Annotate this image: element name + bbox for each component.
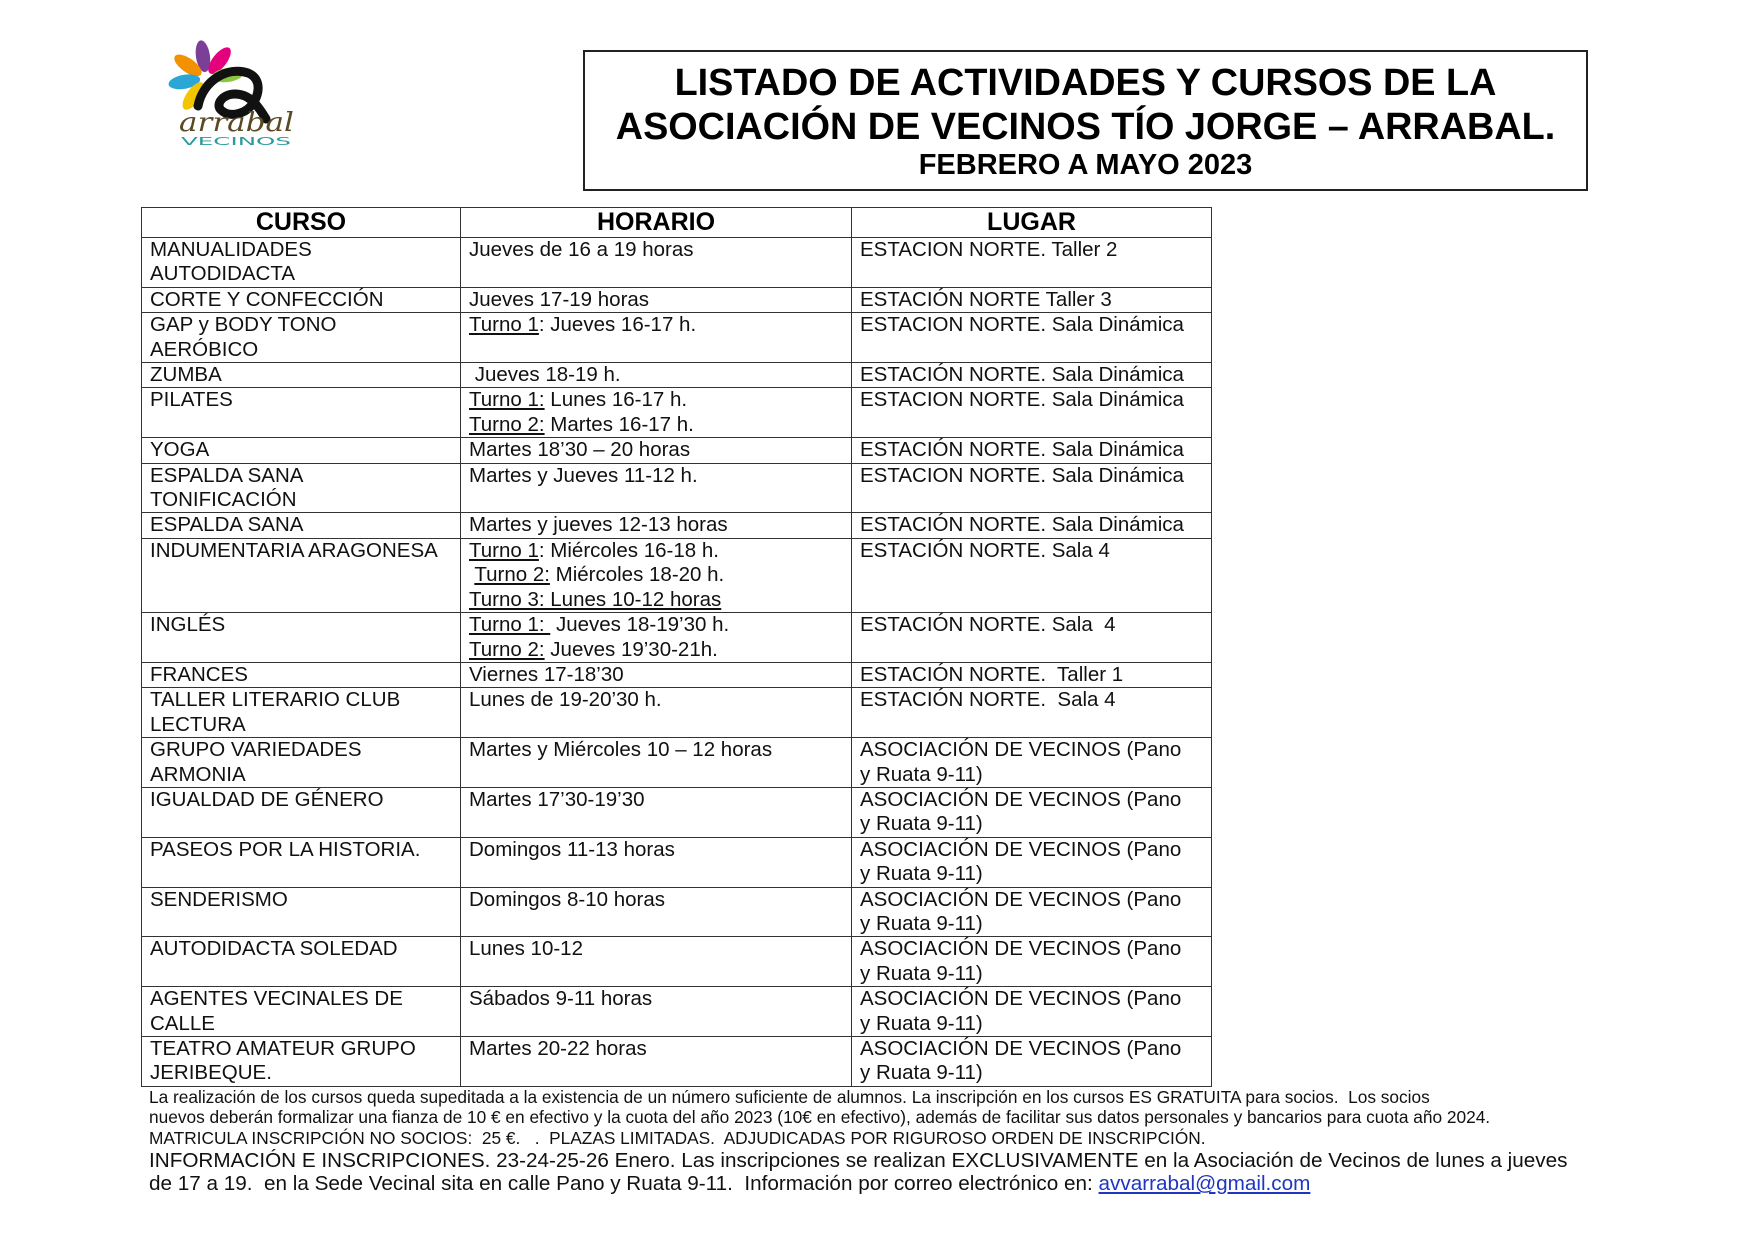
lugar-text: y Ruata 9-11) — [860, 961, 983, 985]
title-line-2: ASOCIACIÓN DE VECINOS TÍO JORGE – ARRABAL. — [615, 106, 1556, 148]
horario-cell — [461, 787, 852, 837]
horario-line — [469, 588, 847, 612]
horario-line — [469, 288, 847, 312]
lugar-text: y Ruata 9-11) — [860, 862, 983, 886]
curso-cell — [142, 388, 461, 438]
horario-cell — [461, 738, 852, 788]
table-row — [142, 287, 1212, 312]
curso-cell — [142, 438, 461, 463]
table-row — [142, 887, 1212, 937]
horario-line — [469, 563, 847, 587]
turno-label: Turno 3: Lunes 10-12 horas — [469, 587, 722, 611]
curso-text: ARMONIA — [150, 762, 246, 786]
table-row — [142, 388, 1212, 438]
curso-text: PILATES — [150, 388, 233, 412]
lugar-cell — [852, 937, 1212, 987]
curso-text: TONIFICACIÓN — [150, 488, 297, 512]
logo-wordmark: arrabal — [179, 108, 294, 138]
curso-text: FRANCES — [150, 662, 248, 686]
horario-cell — [461, 538, 852, 612]
lugar-text: ESTACIÓN NORTE Taller 3 — [860, 287, 1112, 311]
lugar-cell — [852, 313, 1212, 363]
horario-cell — [461, 388, 852, 438]
lugar-text: ESTACIÓN NORTE. Sala Dinámica — [860, 363, 1184, 387]
lugar-text: ASOCIACIÓN DE VECINOS (Pano — [860, 937, 1182, 961]
horario-text: Domingos 8-10 horas — [469, 887, 665, 911]
notes-section — [141, 1087, 1567, 1196]
turno-label: Turno 2: — [469, 637, 545, 661]
curso-text: MANUALIDADES — [150, 238, 312, 261]
lugar-cell — [852, 688, 1212, 738]
header-horario: HORARIO — [461, 208, 852, 238]
lugar-text: ASOCIACIÓN DE VECINOS (Pano — [860, 738, 1182, 762]
turno-label: Turno 1: — [469, 613, 551, 637]
lugar-text: ESTACION NORTE. Taller 2 — [860, 238, 1118, 261]
horario-line — [469, 413, 847, 437]
notes-line: MATRICULA INSCRIPCIÓN NO SOCIOS: 25 €. . PLAZAS LIMITADAS. ADJUDICADAS POR RIGUROSO ORDEN DE INSCRIPCIÓN. — [149, 1128, 1206, 1148]
lugar-cell — [852, 662, 1212, 687]
lugar-text: ASOCIACIÓN DE VECINOS (Pano — [860, 787, 1182, 811]
table-row — [142, 987, 1212, 1037]
table-row — [142, 662, 1212, 687]
table-row — [142, 238, 1212, 288]
curso-text: AGENTES VECINALES DE — [150, 987, 403, 1011]
curso-text: LECTURA — [150, 712, 246, 736]
lugar-cell — [852, 388, 1212, 438]
curso-cell — [142, 987, 461, 1037]
lugar-cell — [852, 238, 1212, 288]
horario-line — [469, 438, 847, 462]
curso-cell — [142, 662, 461, 687]
lugar-text: ASOCIACIÓN DE VECINOS (Pano — [860, 987, 1182, 1011]
lugar-text: ESTACIÓN NORTE. Taller 1 — [860, 662, 1124, 686]
curso-text: INGLÉS — [150, 613, 226, 637]
horario-text: Martes y Miércoles 10 – 12 horas — [469, 738, 773, 762]
horario-line — [469, 688, 847, 712]
horario-text: Jueves 17-19 horas — [469, 287, 650, 311]
horario-cell — [461, 363, 852, 388]
lugar-text: ASOCIACIÓN DE VECINOS (Pano — [860, 1037, 1182, 1060]
lugar-text: ESTACIÓN NORTE. Sala 4 — [860, 688, 1116, 712]
horario-text: Martes 20-22 horas — [469, 1037, 647, 1060]
curso-text: AUTODIDACTA — [150, 262, 296, 286]
horario-line — [469, 238, 847, 262]
curso-cell — [142, 513, 461, 538]
curso-text: AERÓBICO — [150, 337, 259, 361]
horario-cell — [461, 238, 852, 288]
horario-cell — [461, 513, 852, 538]
horario-text: Jueves de 16 a 19 horas — [469, 238, 694, 261]
curso-text: TEATRO AMATEUR GRUPO — [150, 1037, 416, 1060]
curso-cell — [142, 837, 461, 887]
horario-cell — [461, 287, 852, 312]
info-line-contact — [149, 1172, 1567, 1196]
table-row — [142, 688, 1212, 738]
horario-line — [469, 738, 847, 762]
horario-text: Lunes 16-17 h. — [544, 388, 688, 412]
lugar-text: ESTACION NORTE. Sala Dinámica — [860, 313, 1184, 337]
horario-line — [469, 388, 847, 412]
curso-cell — [142, 538, 461, 612]
horario-cell — [461, 987, 852, 1037]
table-row — [142, 313, 1212, 363]
lugar-cell — [852, 463, 1212, 513]
horario-line — [469, 788, 847, 812]
table-row — [142, 363, 1212, 388]
curso-cell — [142, 787, 461, 837]
horario-cell — [461, 887, 852, 937]
curso-cell — [142, 287, 461, 312]
table-body — [142, 238, 1212, 1087]
horario-cell — [461, 1037, 852, 1087]
horario-line — [469, 937, 847, 961]
lugar-text: ESTACIÓN NORTE. Sala 4 — [860, 613, 1116, 637]
horario-cell — [461, 937, 852, 987]
lugar-cell — [852, 287, 1212, 312]
curso-cell — [142, 313, 461, 363]
lugar-text: ESTACIÓN NORTE. Sala 4 — [860, 538, 1110, 562]
curso-text: INDUMENTARIA ARAGONESA — [150, 538, 438, 562]
table-row — [142, 538, 1212, 612]
curso-text: CALLE — [150, 1011, 215, 1035]
horario-text: Lunes 10-12 — [469, 937, 583, 961]
main-content — [141, 207, 1567, 1196]
lugar-text: ESTACIÓN NORTE. Sala Dinámica — [860, 513, 1184, 537]
horario-line — [469, 363, 847, 387]
horario-text: Martes y jueves 12-13 horas — [469, 513, 728, 537]
horario-cell — [461, 662, 852, 687]
lugar-text: y Ruata 9-11) — [860, 911, 983, 935]
lugar-cell — [852, 513, 1212, 538]
lugar-cell — [852, 787, 1212, 837]
lugar-cell — [852, 1037, 1212, 1087]
logo-subtitle: VECINOS — [181, 135, 292, 148]
horario-text: Martes y Jueves 11-12 h. — [469, 463, 698, 487]
arrabal-logo — [158, 34, 308, 149]
curso-text: TALLER LITERARIO CLUB — [150, 688, 401, 712]
curso-cell — [142, 613, 461, 663]
horario-cell — [461, 613, 852, 663]
horario-cell — [461, 313, 852, 363]
lugar-cell — [852, 613, 1212, 663]
horario-text: Domingos 11-13 horas — [469, 837, 675, 861]
lugar-text: y Ruata 9-11) — [860, 1061, 983, 1085]
activities-table — [141, 207, 1212, 1087]
lugar-text: ESTACION NORTE. Sala Dinámica — [860, 388, 1184, 412]
turno-label: Turno 1 — [469, 538, 539, 562]
curso-text: SENDERISMO — [150, 887, 288, 911]
horario-cell — [461, 463, 852, 513]
curso-text: JERIBEQUE. — [150, 1061, 272, 1085]
curso-text: ESPALDA SANA — [150, 513, 304, 537]
header-lugar: LUGAR — [852, 208, 1212, 238]
horario-text: Jueves 18-19’30 h. — [550, 613, 730, 637]
lugar-text: y Ruata 9-11) — [860, 1011, 983, 1035]
horario-line — [469, 888, 847, 912]
lugar-text: ASOCIACIÓN DE VECINOS (Pano — [860, 837, 1182, 861]
lugar-cell — [852, 538, 1212, 612]
lugar-text: y Ruata 9-11) — [860, 812, 983, 836]
horario-line — [469, 1037, 847, 1061]
lugar-cell — [852, 887, 1212, 937]
curso-text: IGUALDAD DE GÉNERO — [150, 787, 384, 811]
curso-cell — [142, 738, 461, 788]
horario-text: : Miércoles 16-18 h. — [538, 538, 719, 562]
lugar-cell — [852, 438, 1212, 463]
title-line-1: LISTADO DE ACTIVIDADES Y CURSOS DE LA — [674, 62, 1497, 104]
horario-text: Martes 16-17 h. — [544, 412, 694, 436]
lugar-text: ESTACIÓN NORTE. Sala Dinámica — [860, 438, 1184, 462]
table-row — [142, 1037, 1212, 1087]
curso-text: GAP y BODY TONO — [150, 313, 337, 337]
curso-text: AUTODIDACTA SOLEDAD — [150, 937, 398, 961]
notes-line: La realización de los cursos queda supeditada a la existencia de un número suficiente de alumnos. La inscripción en los cursos ES GRATUITA para socios. Los socios — [149, 1086, 1430, 1107]
horario-line — [469, 663, 847, 687]
curso-cell — [142, 937, 461, 987]
curso-text: GRUPO VARIEDADES — [150, 738, 362, 762]
title-subtitle: FEBRERO A MAYO 2023 — [918, 149, 1253, 181]
horario-text: Jueves 19’30-21h. — [544, 637, 718, 661]
horario-text: Viernes 17-18’30 — [469, 662, 624, 686]
email-link[interactable]: avvarrabal@gmail.com — [1098, 1172, 1311, 1196]
turno-label: Turno 1: — [469, 388, 545, 412]
curso-text: ESPALDA SANA — [150, 463, 304, 487]
curso-text: PASEOS POR LA HISTORIA. — [150, 837, 421, 861]
logo-graphic — [158, 34, 308, 149]
header-curso: CURSO — [142, 208, 461, 238]
table-row — [142, 513, 1212, 538]
table-row — [142, 613, 1212, 663]
curso-cell — [142, 887, 461, 937]
curso-cell — [142, 688, 461, 738]
lugar-text: ESTACION NORTE. Sala Dinámica — [860, 463, 1184, 487]
lugar-text: ASOCIACIÓN DE VECINOS (Pano — [860, 887, 1182, 911]
horario-cell — [461, 688, 852, 738]
horario-cell — [461, 837, 852, 887]
turno-label: Turno 1 — [469, 313, 539, 337]
table-row — [142, 463, 1212, 513]
table-header-row — [142, 208, 1212, 238]
info-text: de 17 a 19. en la Sede Vecinal sita en calle Pano y Ruata 9-11. Información por correo electrónico en: — [149, 1172, 1099, 1196]
horario-text: Lunes de 19-20’30 h. — [469, 688, 662, 712]
turno-label: Turno 2: — [469, 412, 545, 436]
lugar-text: y Ruata 9-11) — [860, 762, 983, 786]
horario-text: Sábados 9-11 horas — [469, 987, 653, 1011]
table-row — [142, 738, 1212, 788]
horario-text: Jueves 18-19 h. — [469, 363, 621, 387]
horario-line — [469, 613, 847, 637]
horario-line — [469, 838, 847, 862]
notes-line: nuevos deberán formalizar una fianza de 10 € en efectivo y la cuota del año 2023 (10€ en efectivo), además de facilitar sus datos personales y bancarios para cuota año 2024. — [149, 1107, 1491, 1128]
horario-text: Martes 18’30 – 20 horas — [469, 438, 691, 462]
horario-text: Martes 17’30-19’30 — [469, 787, 645, 811]
turno-label: Turno 2: — [474, 563, 550, 587]
lugar-cell — [852, 738, 1212, 788]
table-row — [142, 787, 1212, 837]
curso-cell — [142, 363, 461, 388]
lugar-cell — [852, 363, 1212, 388]
curso-text: ZUMBA — [150, 363, 222, 387]
table-row — [142, 438, 1212, 463]
curso-cell — [142, 463, 461, 513]
horario-cell — [461, 438, 852, 463]
logo-flower — [167, 39, 244, 113]
lugar-cell — [852, 837, 1212, 887]
horario-line — [469, 464, 847, 488]
curso-text: YOGA — [150, 438, 210, 462]
table-row — [142, 837, 1212, 887]
info-line: INFORMACIÓN E INSCRIPCIONES. 23-24-25-26 Enero. Las inscripciones se realizan EXCLUSIVAMENTE en la Asociación de Vecinos de lunes a jueves — [149, 1148, 1568, 1172]
table-row — [142, 937, 1212, 987]
title-box — [583, 50, 1588, 191]
curso-cell — [142, 238, 461, 288]
horario-text: : Jueves 16-17 h. — [538, 313, 697, 337]
curso-text: CORTE Y CONFECCIÓN — [150, 287, 384, 311]
horario-line — [469, 313, 847, 337]
horario-line — [469, 513, 847, 537]
lugar-cell — [852, 987, 1212, 1037]
horario-line — [469, 638, 847, 662]
horario-line — [469, 987, 847, 1011]
horario-line — [469, 539, 847, 563]
horario-text: Miércoles 18-20 h. — [549, 563, 725, 587]
curso-cell — [142, 1037, 461, 1087]
